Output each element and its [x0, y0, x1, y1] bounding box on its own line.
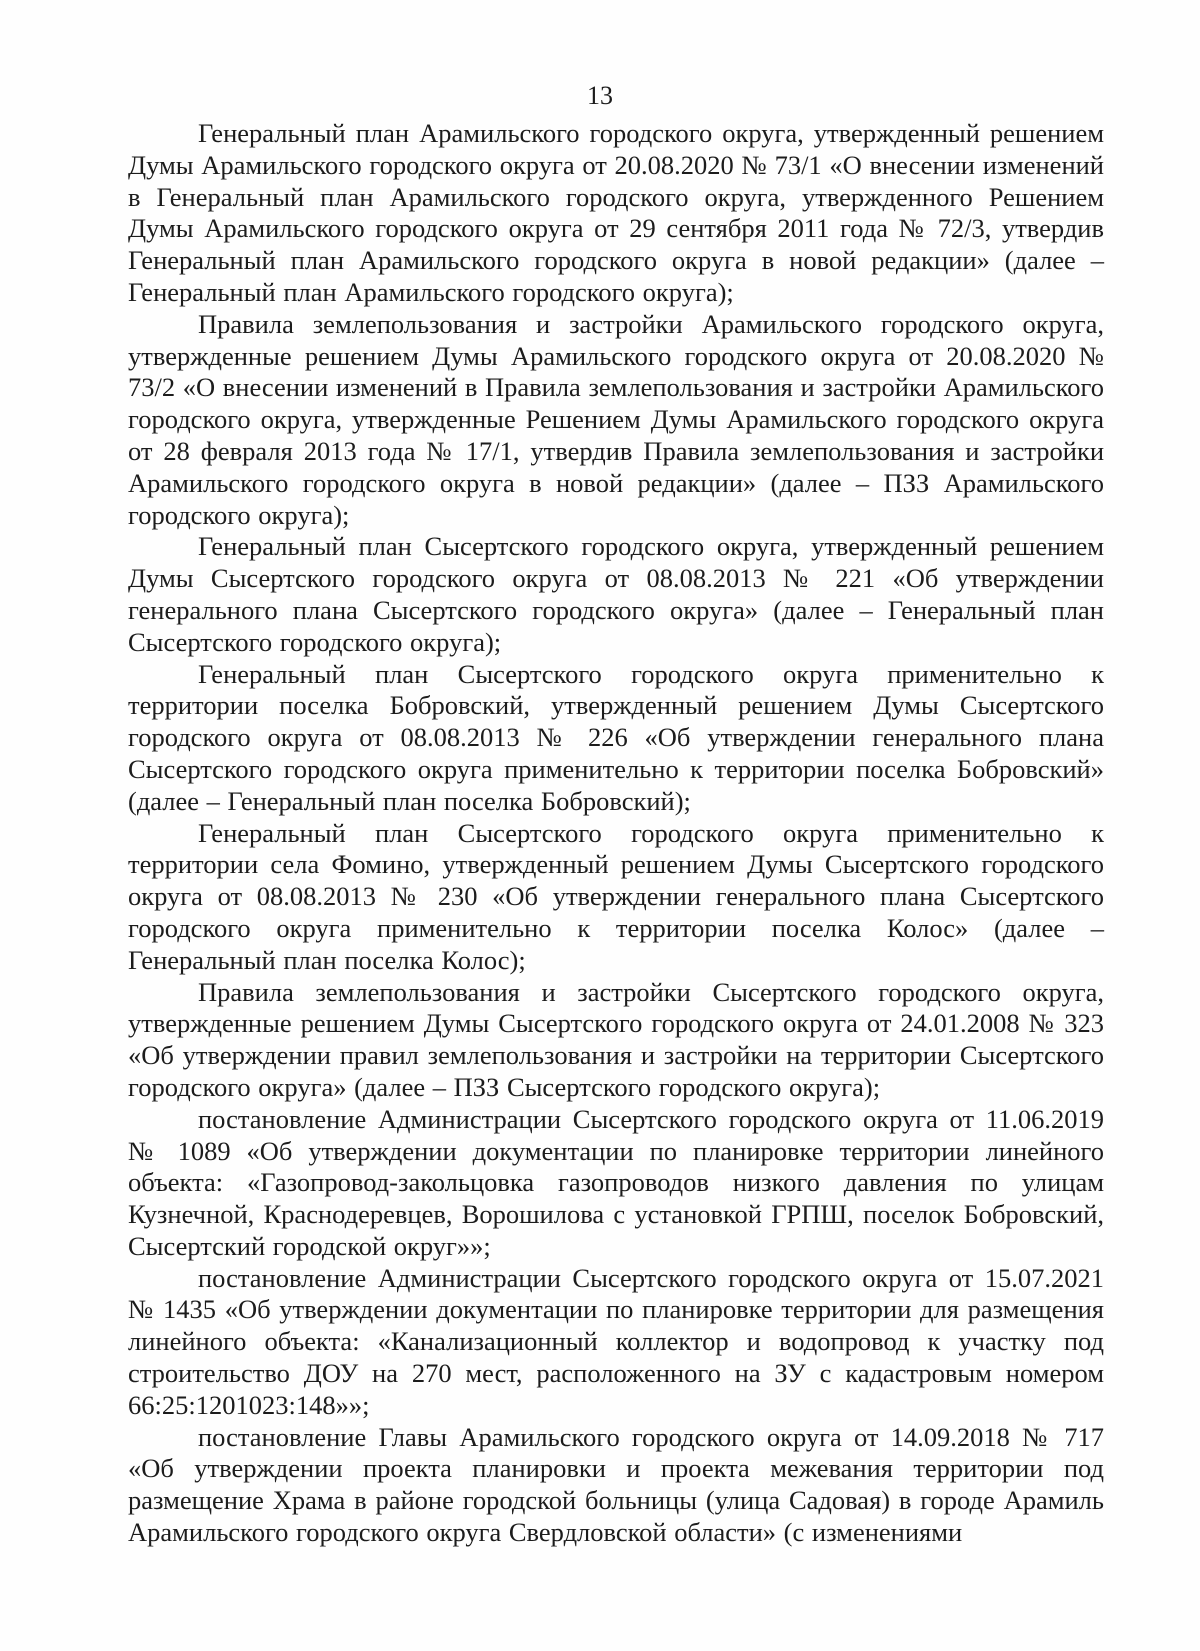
page-number: 13: [587, 81, 613, 110]
paragraph-general-plan-fomino: Генеральный план Сысертского городского округа применительно к территории села Фомино, утвержденный решением Думы Сысертского городского округа от 08.08.2013 № 230 «Об утверждении генерального плана Сысертского городского округа применительно к территории поселка Колос» (далее – Генеральный план поселка Колос);: [128, 817, 1104, 975]
paragraph-resolution-1435: постановление Администрации Сысертского городского округа от 15.07.2021 № 1435 «Об утверждении документации по планировке территории для размещения линейного объекта: «Канализационный коллектор и водопровод к участку под строительство ДОУ на 270 мест, расположенного на ЗУ с кадастровым номером 66:25:1201023:148»»;: [128, 1262, 1104, 1420]
paragraph-pzz-sysert: Правила землепользования и застройки Сысертского городского округа, утвержденные решением Думы Сысертского городского округа от 24.01.2008 № 323 «Об утверждении правил землепользования и застройки на территории Сысертского городского округа» (далее – ПЗЗ Сысертского городского округа);: [128, 976, 1104, 1102]
paragraph-resolution-1089: постановление Администрации Сысертского городского округа от 11.06.2019 № 1089 «Об утверждении документации по планировке территории линейного объекта: «Газопровод-закольцовка газопроводов низкого давления по улицам Кузнечной, Краснодеревцев, Ворошилова с установкой ГРПШ, поселок Бобровский, Сысертский городской округ»»;: [128, 1103, 1104, 1261]
paragraph-general-plan-aramil: Генеральный план Арамильского городского округа, утвержденный решением Думы Арамильского городского округа от 20.08.2020 № 73/1 «О внесении изменений в Генеральный план Арамильского городского округа, утвержденного Решением Думы Арамильского городского округа от 29 сентября 2011 года № 72/3, утвердив Генеральный план Арамильского городского округа в новой редакции» (далее – Генеральный план Арамильского городского округа);: [128, 118, 1104, 307]
paragraph-general-plan-bobrovsky: Генеральный план Сысертского городского округа применительно к территории поселка Бобровский, утвержденный решением Думы Сысертского городского округа от 08.08.2013 № 226 «Об утверждении генерального плана Сысертского городского округа применительно к территории поселка Бобровский» (далее – Генеральный план поселка Бобровский);: [128, 658, 1104, 816]
document-body: [128, 118, 1104, 1549]
paragraph-resolution-717: постановление Главы Арамильского городского округа от 14.09.2018 № 717 «Об утверждении проекта планировки и проекта межевания территории под размещение Храма в районе городской больницы (улица Садовая) в городе Арамиль Арамильского городского округа Свердловской области» (с изменениями: [128, 1421, 1104, 1548]
paragraph-general-plan-sysert: Генеральный план Сысертского городского округа, утвержденный решением Думы Сысертского городского округа от 08.08.2013 № 221 «Об утверждении генерального плана Сысертского городского округа» (далее – Генеральный план Сысертского городского округа);: [128, 531, 1104, 657]
paragraph-pzz-aramil: Правила землепользования и застройки Арамильского городского округа, утвержденные решением Думы Арамильского городского округа от 20.08.2020 № 73/2 «О внесении изменений в Правила землепользования и застройки Арамильского городского округа, утвержденные Решением Думы Арамильского городского округа от 28 февраля 2013 года № 17/1, утвердив Правила землепользования и застройки Арамильского городского округа в новой редакции» (далее – ПЗЗ Арамильского городского округа);: [128, 308, 1104, 530]
